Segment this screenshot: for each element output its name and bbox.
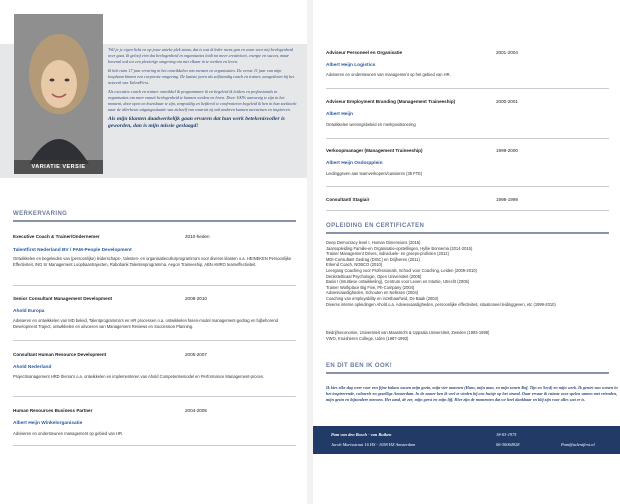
job-description: Adviseren en ondersteunen van management op het gebied van HR. — [326, 72, 451, 77]
job-divider — [13, 445, 296, 446]
contact-dob: 18-03-1975 — [496, 432, 517, 437]
job-date: 2004-2005 — [185, 408, 207, 413]
job-divider — [326, 186, 609, 187]
section-title-werkervaring: WERKERVARING — [13, 211, 68, 217]
job-title: Adviseur Personeel en Organisatie — [326, 50, 403, 55]
intro-mission: Als mijn klanten daadwerkelijk gaan ervaren dat hun werk betekenisvoller is geworden, dan is mijn missie geslaagd! — [108, 116, 285, 130]
intro-paragraph: Als executive coach en trainer ontwikkel & programmeer ik en begeleid ik leiders en professionals in organisaties om meer vanuit bevlogenheid te kunnen werken en leven. Door 100% aanwezig te zijn in het moment, door open en kwetsbaar te zijn, zorgvuldig en liefdevol te confronteren begeleid ik hen in hun zoektocht naar de allerbeste uitgangssituatie van zichzelf van waaruit zij ook anderen kunnen meenemen en inspireren. — [108, 89, 297, 112]
education-list — [326, 330, 616, 341]
job-description: Adviseren en ontwikkelen van MD beleid, Talentprogramma's en HR processen o.a. ontwikkelen fasen-model management-gedrag en bijbehorend Development Traject, ontwikkelen en uitvoeren van Management Reviews en Succession Planning. — [13, 318, 278, 329]
job-divider — [13, 396, 296, 397]
education-item: VWO, Kruisheren College, Uden (1987-1993) — [326, 335, 409, 341]
job-date: 1998-1999 — [496, 197, 518, 202]
intro-paragraph: Ik heb ruim 17 jaar ervaring in het ontwikkelen van mensen en organisaties. De eerste 11 jaar van mijn loopbaan binnen een corporate omgeving. De laatste jaren als zelfstandig coach en trainer, aangesloten bij het netwerk van TalentFirst. — [108, 68, 295, 85]
job-title: Senior Consultant Management Development — [13, 296, 113, 301]
job-description: Leidinggeven aan teamverkopers/cassieres (35 FTE) — [326, 171, 423, 176]
job-date: 1999-2000 — [496, 148, 518, 153]
job-date: 2008-2010 — [185, 296, 207, 301]
certificate-item: Trainer Workplace Big Five, Ph-Company (2004) — [326, 284, 415, 290]
certificate-item: Adviesvaardigheden, Schouten en Nelissen (2004) — [326, 290, 419, 296]
company-name: Albert Heijn Osdorpplein — [326, 161, 383, 166]
certificate-item: Leergang Coaching voor Professionals, School voor Coaching, Leiden (2009-2010) — [326, 267, 477, 273]
section-divider — [13, 220, 296, 222]
job-description: Adviseren en ondersteunen management op gebied van HR. — [13, 431, 124, 436]
job-divider — [326, 88, 609, 89]
certificate-item: Basis I (Intuïtieve ontwikkeling), Centrum voor Leven en Intuïtie, Utrecht (2005) — [326, 279, 470, 285]
cv-page-left — [0, 0, 307, 504]
job-title: Executive Coach & Trainer/Ondernemer — [13, 234, 100, 239]
job-title: Consultant Human Resource Development — [13, 352, 107, 357]
job-title: Consultant/ Stagiair — [326, 197, 370, 202]
job-divider — [326, 210, 609, 211]
certificate-item: MDI-Consultant Gedrag (DISC) en Drijfveren (2011) — [326, 256, 420, 262]
job-description: Ontwikkelen en begeleiden van (persoonlijke) leiderschaps-, talenten- en organisatieculturprogramma's voor diverse klanten o.a. HEINEKEN Persoonlijke Effectiviteit, ING Sr Management Loopbaantrajecten, Rabobank Talentenprogramma, Aegon Traineeship, ABN AMRO teameffectiviteit. — [13, 256, 292, 267]
section-title-opleiding: OPLEIDING EN CERTIFICATEN — [326, 223, 425, 229]
job-date: 2010-heden — [185, 234, 210, 239]
job-date: 2001-2004 — [496, 50, 518, 55]
certificate-item: Coaching van employability en inzetbaarheid, De Baak (2003) — [326, 295, 439, 301]
company-name: Albert Heijn Winkelorganisatie — [13, 421, 83, 426]
job-divider — [13, 340, 296, 341]
company-name: Albert Heijn — [326, 112, 353, 117]
certificate-item: Trainer Management Drives, individuele- en groeps-profielen (2012) — [326, 251, 449, 257]
profile-photo — [14, 14, 103, 174]
contact-footer — [313, 426, 620, 454]
job-date: 2000-2001 — [496, 99, 518, 104]
job-date: 2005-2007 — [185, 352, 207, 357]
company-name: Albert Heijn Logistics — [326, 63, 376, 68]
company-name: Ahold Europa — [13, 309, 45, 314]
job-description: Ontwikkelen wervingsbeleid en merkpositionering — [326, 122, 416, 127]
contact-name: Pam van den Bosch - van Ruiken — [331, 432, 392, 437]
job-title: Verkoopmanager (Management Traineeship) — [326, 148, 423, 153]
contact-address: Jacob Marisstraat 16 HS - 1058 HZ Amsterdam — [331, 442, 416, 447]
personal-text: Ik kies elke dag weer voor een fijne balans tussen mijn gezin, mijn vier mannen (Hans, mijn man, en mijn zonen Raf, Tijn en Seyd) en mijn werk. Ik geniet van wonen in het inspirerende, culturele en gezellige Amsterdam. In de zomer ben ik veel te vinden bij ons huisje op het strand. Daar ervaar ik ruimte voor spelen samen met vrienden, mijn gezin en bijzondere mensen. Het zand, de zee, mijn geest en mijn lijf. Hier zijn de momenten dat we heel dankbaar en blij zijn voor alles wat er is. — [326, 385, 618, 402]
certificate-item: Erkend Coach, NOBCO (2010) — [326, 262, 383, 268]
section-divider — [326, 232, 609, 234]
certificate-item: Diverse interne opleidingen Ahold o.a. Adviesvaardigheden, persoonlijke effectiviteit, situationeel leidinggeven, etc (1999-2010) — [326, 301, 556, 307]
contact-phone: 06-30064928 — [496, 442, 520, 447]
contact-email[interactable]: Pam@talentfirst.nl — [561, 442, 595, 447]
cv-page-right — [313, 0, 620, 504]
section-divider — [326, 372, 609, 374]
intro-paragraph: 'Wil je je eigen licht en op jouw unieke plek staan, dat is wat ik leder mens gun en waar voor mij bevlogenheid over gaat. Ik geloof erin dat bevlogenheid in organisaties leidt tot meer creativiteit, energie en succes, maar bovenal ook tot een plezierige omgeving om met elkaar in te werken en leven. — [108, 47, 293, 64]
intro-text — [108, 47, 298, 133]
certificate-item: Deep Democracy level I, Human Dimensions (2016) — [326, 240, 421, 245]
section-title-personal: EN DIT BEN IK OOK! — [326, 363, 393, 369]
company-name: Ahold Nederland — [13, 365, 52, 370]
education-item: Bedrijfseconomie, Universiteit van Maastricht & Uppsala Universiteit, Zweden (1993-1998) — [326, 330, 490, 335]
job-title: Human Resources Business Partner — [13, 408, 93, 413]
job-title: Adviseur Employment Branding (Management Traineeship) — [326, 99, 456, 104]
photo-caption: VARIATIE VERSIE — [14, 160, 103, 174]
certificate-item: Denkstelticaal Psychologie, Open Universiteit (2005) — [326, 273, 422, 279]
job-divider — [326, 138, 609, 139]
job-divider — [13, 285, 296, 286]
certificate-item: Jaarsopleiding Familie-en Organisatie-opstellingen, Hyllie Bonnema (2014-2015) — [326, 245, 473, 251]
certificate-list — [326, 240, 616, 307]
job-description: Projectmanagement HRD thema's o.a. ontwikkelen en implementeren van Ahold Competentiemodel en Performance Management-proces. — [13, 374, 265, 379]
company-name: Talentfirst Nederland BV / PAM-People Development — [13, 248, 132, 253]
